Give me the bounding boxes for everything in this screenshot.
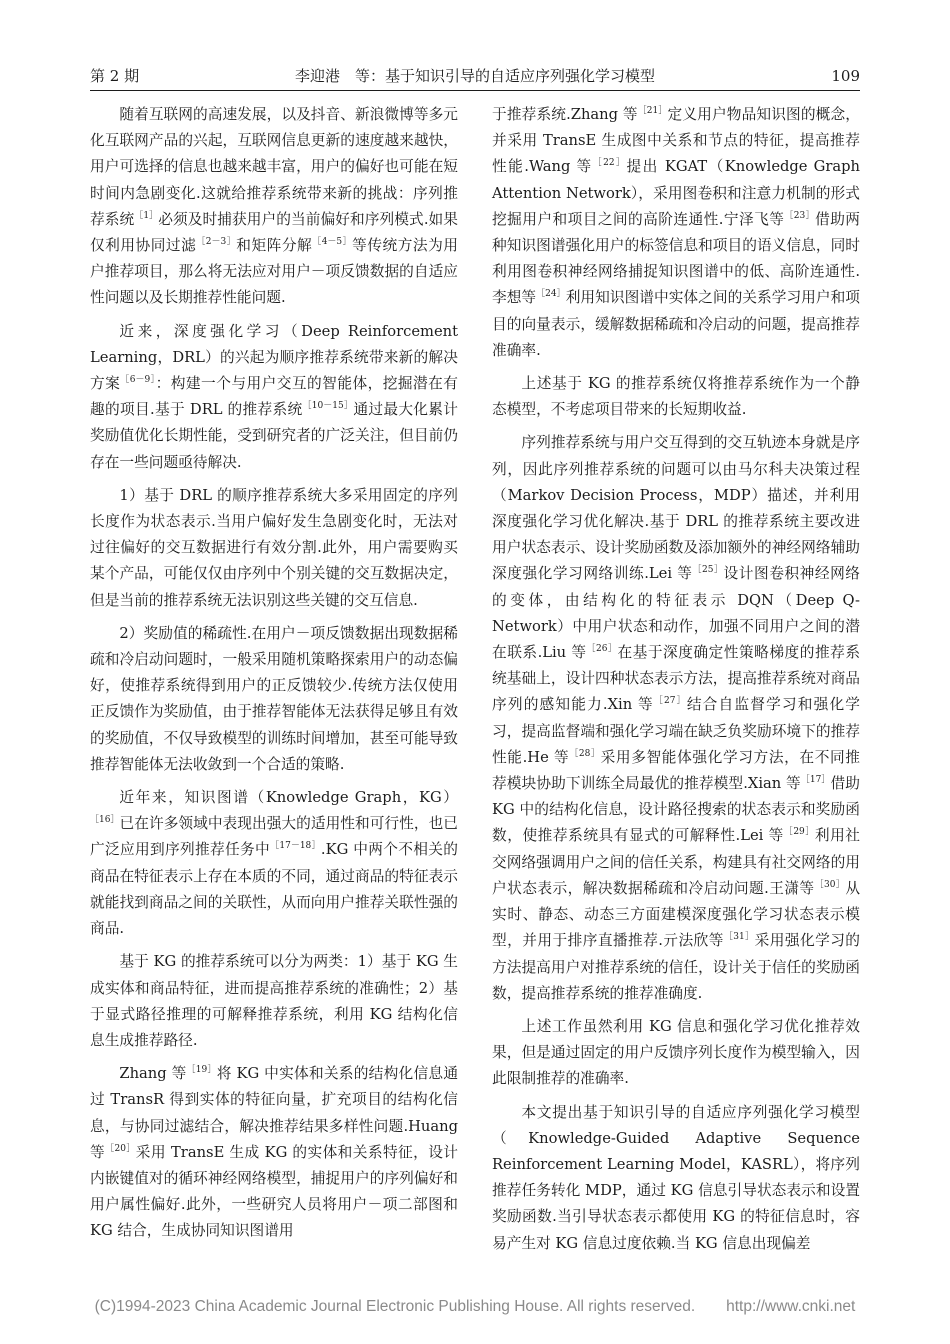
copyright-footer: (C)1994-2023 China Academic Journal Electronic Publishing House. All rights reserved. http://www.cnki.net [94, 1298, 856, 1315]
citation-ref: ［2－3］ [196, 237, 237, 248]
paragraph: 本文提出基于知识引导的自适应序列强化学习模型（Knowledge-Guided Adaptive Sequence Reinforcement Learning Model，KASRL），将序列推荐任务转化 MDP，通过 KG 信息引导状态表示和设置奖励函数.当引导状态表示都使用 KG 的特征信息时，容易产生对 KG 信息过度依赖.当 KG 信息出现偏差 [492, 1103, 860, 1252]
header-rule [90, 90, 860, 91]
running-header [90, 64, 860, 88]
paragraph: 序列推荐系统与用户交互得到的交互轨迹本身就是序列，因此序列推荐系统的问题可以由马尔科夫决策过程（Markov Decision Process，MDP）描述，并利用深度强化学习优化解决.基于 DRL 的推荐系统主要改进用户状态表示、设计奖励函数及添加额外的神经网络辅助深度强化学习网络训练.Lei 等$^{[25]}$设计图卷积神经网络的变体，由结构化的特征表示 DQN（Deep Q-Network）中用户状态和动作，加强不同用户之间的潜在联系.Liu 等$^{[26]}$在基于深度确定性策略梯度的推荐系统基础上，设计四种状态表示方法，提高推荐系统对商品序列的感知能力.Xin 等$^{[27]}$结合自监督学习和强化学习，提高监督端和强化学习端在缺乏负奖励环境下的推荐性能.He 等$^{[28]}$采用多智能体强化学习方法，在不同推荐模块协助下训练全局最优的推荐模型.Xian 等$^{[17]}$借助 KG 中的结构化信息，设计路径搜索的状态表示和奖励函数，使推荐系统具有显式的可解释性.Lei 等$^{[29]}$利用社交网络强调用户之间的信任关系，构建具有社交网络的用户状态表示，解决数据稀疏和冷启动问题.王潇等$^{[30]}$从实时、静态、动态三方面建模深度强化学习状态表示模型，并用于排序直播推荐.亓法欣等$^{[31]}$采用强化学习的方法提高用户对推荐系统的信任，设计关于信任的奖励函数，提高推荐系统的推荐准确度. [492, 434, 861, 1002]
citation-ref: ［10－15］ [302, 401, 354, 412]
running-title: 李迎港 等：基于知识引导的自适应序列强化学习模型 [294, 67, 655, 85]
citation-ref: ［17］ [800, 775, 831, 786]
citation-ref: ［6－9］ [120, 375, 156, 386]
citation-ref: ［25］ [692, 565, 724, 576]
citation-ref: ［23］ [784, 210, 816, 221]
paragraph: 上述工作虽然利用 KG 信息和强化学习优化推荐效果，但是通过固定的用户反馈序列长度作为模型输入，因此限制推荐的准确率. [492, 1017, 860, 1088]
citation-ref: ［21］ [637, 106, 668, 116]
paragraph: 近年来，知识图谱（Knowledge Graph，KG）$^{[16]}$已在许多领域中表现出强大的适用性和可行性，也已广泛应用到序列推荐任务中$^{[17-18]}$.KG 中两个不相关的商品在特征表示上存在本质的不同，通过商品的特征表示就能找到商品之间的关联性，从而向用户推荐关联性强的商品. [90, 789, 458, 938]
citation-ref: ［4－5］ [312, 237, 353, 248]
citation-ref: ［31］ [723, 932, 755, 943]
citation-ref: ［19］ [186, 1065, 217, 1076]
citation-ref: ［17－18］ [270, 841, 321, 852]
citation-ref: ［1］ [134, 210, 159, 221]
citation-ref: ［29］ [783, 827, 815, 838]
paragraph: 基于 KG 的推荐系统可以分为两类：1）基于 KG 生成实体和商品特征，进而提高推荐系统的准确性；2）基于显式路径推理的可解释推荐系统，利用 KG 结构化信息生成推荐路径. [90, 953, 458, 1049]
citation-ref: ［28］ [569, 748, 601, 759]
issue-number: 第 2 期 [90, 67, 140, 85]
citation-ref: ［16］ [90, 815, 120, 826]
citation-ref: ［27］ [653, 696, 687, 707]
paragraph: 2）奖励值的稀疏性.在用户－项反馈数据出现数据稀疏和冷启动问题时，一般采用随机策略探索用户的动态偏好，使推荐系统得到用户的正反馈较少.传统方法仅使用正反馈作为奖励值，由于推荐智能体无法获得足够且有效的奖励值，不仅导致模型的训练时间增加，甚至可能导致推荐智能体无法收敛到一个合适的策略. [90, 624, 458, 773]
paragraph: 1）基于 DRL 的顺序推荐系统大多采用固定的序列长度作为状态表示.当用户偏好发生急剧变化时，无法对过往偏好的交互数据进行有效分割.此外，用户需要购买某个产品，可能仅仅由序列中个别关键的交互数据决定，但是当前的推荐系统无法识别这些关键的交互信息. [90, 486, 458, 609]
citation-ref: ［30］ [814, 879, 846, 890]
page-number: 109 [831, 67, 860, 85]
paragraph: 近来，深度强化学习（Deep Reinforcement Learning，DRL）的兴起为顺序推荐系统带来新的解决方案$^{[6-9]}$：构建一个与用户交互的智能体，挖掘潜在有趣的项目.基于 DRL 的推荐系统$^{[10-15]}$通过最大化累计奖励值优化长期性能，受到研究者的广泛关注，但目前仍存在一些问题亟待解决. [90, 322, 458, 471]
paragraph: 随着互联网的高速发展，以及抖音、新浪微博等多元化互联网产品的兴起，互联网信息更新的速度越来越快，用户可选择的信息也越来越丰富，用户的偏好也可能在短时间内急剧变化.这就给推荐系统带来新的挑战：序列推荐系统$^{[1]}$必须及时捕获用户的当前偏好和序列模式.如果仅利用协同过滤$^{[2-3]}$和矩阵分解$^{[4-5]}$等传统方法为用户推荐项目，那么将无法应对用户－项反馈数据的自适应性问题以及长期推荐性能问题. [90, 106, 458, 307]
citation-ref: ［20］ [105, 1143, 136, 1154]
right-column [492, 102, 860, 1264]
left-column [90, 102, 458, 1252]
paragraph: Zhang 等$^{[19]}$将 KG 中实体和关系的结构化信息通过 TransR 得到实体的特征向量，扩充项目的结构化信息，与协同过滤结合，解决推荐结果多样性问题.Huang 等$^{[20]}$采用 TransE 生成 KG 的实体和关系特征，设计内嵌键值对的循环神经网络模型，捕捉用户的序列偏好和用户属性偏好.此外，一些研究人员将用户－项二部图和 KG 结合，生成协同知识图谱用 [90, 1065, 459, 1240]
paragraph: 上述基于 KG 的推荐系统仅将推荐系统作为一个静态模型，不考虑项目带来的长短期收益. [492, 375, 860, 419]
citation-ref: ［26］ [586, 644, 618, 655]
citation-ref: ［24］ [536, 289, 566, 300]
citation-ref: ［22］ [592, 158, 627, 169]
paragraph: 于推荐系统.Zhang 等$^{[21]}$定义用户物品知识图的概念，并采用 TransE 生成图中关系和节点的特征，提高推荐性能.Wang 等$^{[22]}$提出 KGAT（Knowledge Graph Attention Network），采用图卷积和注意力机制的形式挖掘用户和项目之间的高阶连通性.宁泽飞等$^{[23]}$借助两种知识图谱强化用户的标签信息和项目的语义信息，同时利用图卷积神经网络捕捉知识图谱中的低、高阶连通性.李想等$^{[24]}$利用知识图谱中实体之间的关系学习用户和项目的向量表示，缓解数据稀疏和冷启动的问题，提高推荐准确率. [492, 106, 860, 359]
